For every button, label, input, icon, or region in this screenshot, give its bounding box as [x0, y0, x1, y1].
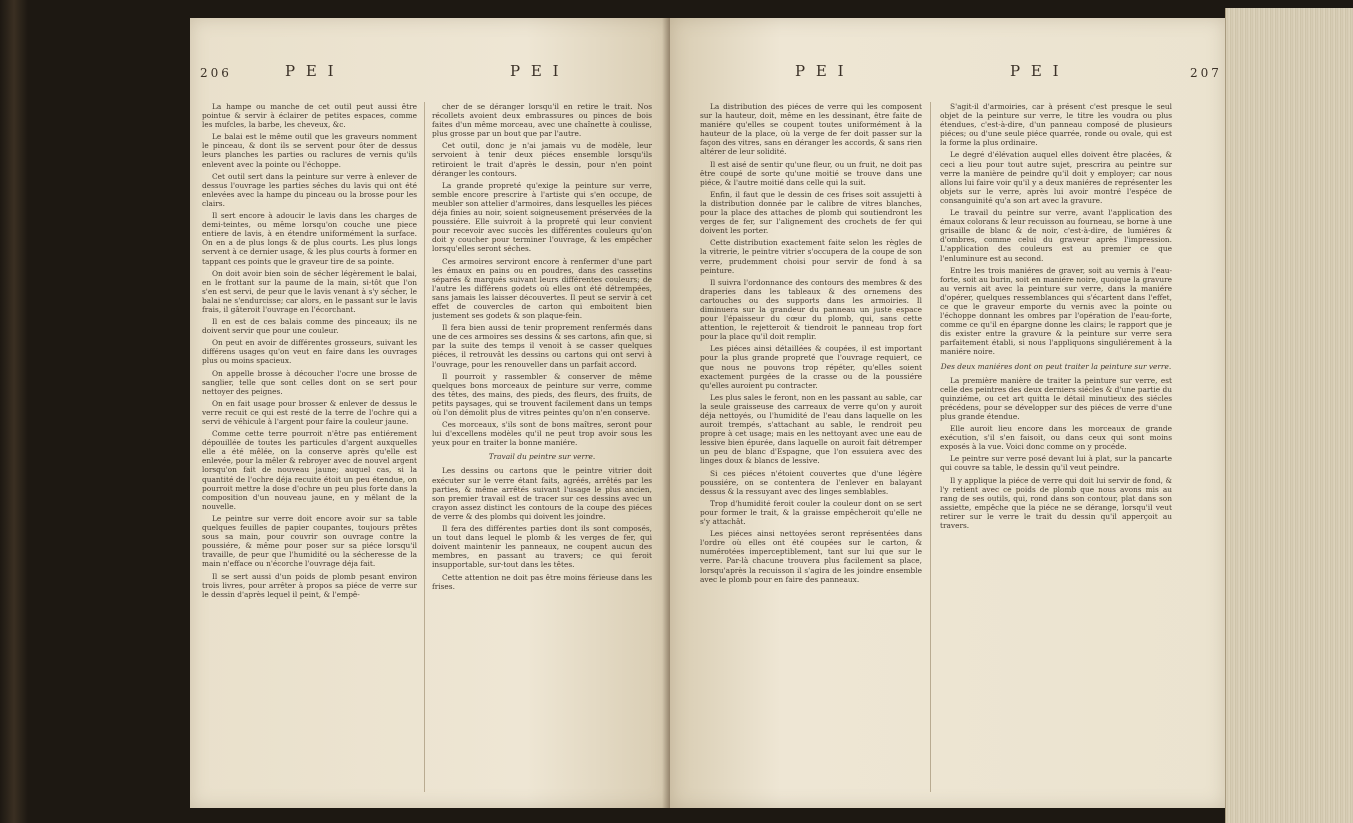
paragraph: Entre les trois maniéres de graver, soit au vernis à l'eau-forte, soit au burin, soit en maniére noire, quoique la gravure au vernis ait avec la peinture sur verre, dans la maniére d'opérer, quelques ressemblances qui s'écartent dans l'effet, ce que le graveur emporte du vernis avec la pointe ou l'échoppe donnant les ombres par l'opération de l'eau-forte, comme ce qu'il en épargne donne les clairs; le rapport que je dis exister entre la gravure & la peinture sur verre sera parfaitement établi, si nous l'appliquons singuliérement à la maniére noire.	[940, 265, 1172, 357]
paragraph: Si ces piéces n'étoient couvertes que d'une légère poussiére, on se contentera de l'enlever en balayant dessus & la ressuyant avec des linges semblables.	[700, 468, 922, 496]
paragraph: Il y applique la piéce de verre qui doit lui servir de fond, & l'y retient avec ce poids de plomb que nous avons mis au rang de ses outils, qui, rond dans son contour, plat dans son assiette, empêche que la piéce ne se dérange, lorsqu'il veut retirer sur le verre le trait du dessin qu'il apperçoit au travers.	[940, 475, 1172, 531]
right-page-column-2	[940, 102, 1172, 802]
paragraph: La distribution des piéces de verre qui les composent sur la hauteur, doit, même en les dessinant, être faite de maniére qu'elles se coupent toutes uniformément à la hauteur de la place, où la verge de fer doit passer sur la façon des vitres, sans en déranger les accords, & sans rien altérer de leur solidité.	[700, 102, 922, 157]
paragraph: Il fera bien aussi de tenir proprement renfermés dans une de ces armoires ses dessins & ses cartons, afin que, si par la suite des temps il venoit à se casser quelques piéces, il retrouvât les dessins ou cartons qui ont servi à l'ouvrage, pour les renouveller dans un parfait accord.	[432, 323, 652, 369]
left-page-column-1	[202, 102, 417, 802]
paragraph: Il en est de ces balais comme des pinceaux; ils ne doivent servir que pour une couleur.	[202, 317, 417, 336]
paragraph: Ces armoires serviront encore à renfermer d'une part les émaux en pains ou en poudres, dans des cassetins séparés & marqués suivant leurs différentes couleurs; de l'autre les différens godets où elles ont été détrempées, sans jamais les laisser découvertes. Il peut se servir à cet effet de couvercles de carton qui emboitent bien justement ses godets & son plaque-fein.	[432, 256, 652, 321]
right-running-head-2: P E I	[1010, 62, 1062, 80]
paragraph: Les plus sales le feront, non en les passant au sable, car la seule graisseuse des carreaux de verre qu'on y auroit déja nettoyés, ou l'humidité de l'eau dans laquelle on les auroit trempés, s'attachant au sable, le rendroit peu propre à cet usage; mais en les nettoyant avec une eau de lessive bien épurée, dans laquelle on auroit fait détremper un peu de blanc d'Espagne, que l'on essuiera avec des linges doux & blancs de lessive.	[700, 392, 922, 466]
paragraph: Il suivra l'ordonnance des contours des membres & des draperies dans les tableaux & des ornemens des cartouches ou des supports dans les armoiries. Il diminuera sur la grandeur du panneau un juste espace pour l'épaisseur du cœur du plomb, qui, sans cette attention, le rejetteroit & tiendroit le panneau trop fort pour la place qu'il doit remplir.	[700, 277, 922, 342]
paragraph: Il fera des différentes parties dont ils sont composés, un tout dans lequel le plomb & les verges de fer, qui doivent maintenir les panneaux, ne coupent aucun des membres, en passant au travers; ce qui feroit insupportable, sur-tout dans les têtes.	[432, 524, 652, 570]
column-rule	[930, 102, 931, 792]
paragraph: La grande propreté qu'exige la peinture sur verre, semble encore prescrire à l'artiste qui s'en occupe, de meubler son attelier d'armoires, dans lesquelles les piéces déja finies au noir, soient soigneusement préservées de la poussiére. Elle suivroit à la propreté qui leur convient pour recevoir avec succès les différentes couleurs qu'on doit y coucher pour terminer l'ouvrage, & les empêcher lorsqu'elles seront séches.	[432, 180, 652, 254]
left-running-head-1: P E I	[285, 62, 337, 80]
paragraph: Cette distribution exactement faite selon les règles de la vitrerie, le peintre vitrier s'occupera de la coupe de son verre, prudemment choisi pour servir de fond à sa peinture.	[700, 238, 922, 275]
left-folio: 206	[200, 66, 232, 80]
paragraph: On en fait usage pour brosser & enlever de dessus le verre recuit ce qui est resté de la terre de l'ochre qui a servi de véhicule à l'argent pour faire la couleur jaune.	[202, 398, 417, 426]
paragraph: S'agit-il d'armoiries, car à présent c'est presque le seul objet de la peinture sur verre, le titre les voudra ou plus étendues, c'est-à-dire, d'un panneau composé de plusieurs piéces; ou d'une seule piéce quarrée, ronde ou ovale, qui est la forme la plus ordinaire.	[940, 102, 1172, 148]
paragraph: Il est aisé de sentir qu'une fleur, ou un fruit, ne doit pas être coupé de sorte qu'une moitié se trouve dans une piéce, & l'autre moitié dans celle qui la suit.	[700, 159, 922, 187]
left-page-header	[190, 62, 670, 88]
paragraph: Le degré d'élévation auquel elles doivent être placées, & ceci a lieu pour tout autre sujet, prescrira au peintre sur verre la manière de peindre qu'il doit y employer; car nous allons lui faire voir qu'il y a deux maniéres de représenter les objets sur le verre, après lui avoir montré l'espéce de consanguinité qu'a son art avec la gravure.	[940, 150, 1172, 205]
paragraph: On doit avoir bien soin de sécher légèrement le balai, en le frottant sur la paume de la main, si-tôt que l'on s'en est servi, de peur que le lavis venant à s'y sécher, le balai ne s'endurcisse; car alors, en le passant sur le lavis frais, il gâteroit l'ouvrage en l'écorchant.	[202, 268, 417, 314]
paragraph: Elle auroit lieu encore dans les morceaux de grande exécution, s'il s'en faisoit, ou dans ceux qui sont moins exposés à la vue. Voici donc comme on y procéde.	[940, 424, 1172, 452]
right-page	[670, 18, 1225, 808]
paragraph: cher de se déranger lorsqu'il en retire le trait. Nos récollets avoient deux embrassures ou pinces de bois faites d'un même morceau, avec une chaînette à coulisse, plus grosse par un bout que par l'autre.	[432, 102, 652, 139]
paragraph: Le peintre sur verre doit encore avoir sur sa table quelques feuilles de papier coupantes, toujours prêtes sous sa main, pour couvrir son ouvrage contre la poussiére, & même pour poser sur sa piéce lorsqu'il travaille, de peur que l'humidité ou la sécheresse de la main n'efface ou n'écorche l'ouvrage déja fait.	[202, 513, 417, 569]
paragraph: Les piéces ainsi détaillées & coupées, il est important pour la plus grande propreté que l'ouvrage requiert, ce que nous ne pouvons trop répéter, qu'elles soient exactement purgées de la crasse ou de la poussiére qu'elles auroient pu contracter.	[700, 344, 922, 390]
left-page	[190, 18, 670, 808]
paragraph: Le peintre sur verre posé devant lui à plat, sur la pancarte qui couvre sa table, le dessin qu'il veut peindre.	[940, 454, 1172, 473]
paragraph: On appelle brosse à découcher l'ocre une brosse de sanglier, telle que sont celles dont on se sert pour nettoyer des peignes.	[202, 368, 417, 396]
paragraph: Trop d'humidité feroit couler la couleur dont on se sert pour former le trait, & la graisse empêcheroit qu'elle ne s'y attachât.	[700, 498, 922, 527]
paragraph: Enfin, il faut que le dessin de ces frises soit assujetti à la distribution donnée par le calibre de vitres blanches, pour la place des attaches de plomb qui soutiendront les verges de fer, sur l'alignement des crochets de fer qui doivent les porter.	[700, 189, 922, 236]
paragraph: La hampe ou manche de cet outil peut aussi être pointue & servir à éclairer de petites espaces, comme les mufcles, la barbe, les cheveux, &c.	[202, 102, 417, 130]
page-edges	[1225, 8, 1353, 823]
section-title: Des deux maniéres dont on peut traiter la peinture sur verre.	[940, 361, 1172, 371]
paragraph: Les piéces ainsi nettoyées seront représentées dans l'ordre où elles ont été coupées sur le carton, & numérotées imperceptiblement, tant sur lui que sur le verre. Par-là chacune trouvera plus facilement sa place, lorsqu'après la recuisson il s'agira de les joindre ensemble avec le plomb pour en faire des panneaux.	[700, 529, 922, 584]
right-page-header	[670, 62, 1225, 88]
right-page-column-1	[700, 102, 922, 802]
section-title: Travail du peintre sur verre.	[488, 452, 596, 462]
paragraph: Cet outil sert dans la peinture sur verre à enlever de dessus l'ouvrage les parties séches du lavis qui ont été enlevées avec la hampe du pinceau ou la brosse pour les clairs.	[202, 171, 417, 208]
paragraph: Le travail du peintre sur verre, avant l'application des émaux colorans & leur recuisson au fourneau, se borne à une grisaille de blanc & de noir, c'est-à-dire, de lumiéres & d'ombres, comme celui du graveur après l'impression. L'application des couleurs est au premier ce que l'enluminure est au second.	[940, 208, 1172, 263]
paragraph: Cette attention ne doit pas être moins férieuse dans les frises.	[432, 572, 652, 591]
paragraph: Il se sert aussi d'un poids de plomb pesant environ trois livres, pour arrêter à propos sa piéce de verre sur le dessin d'après lequel il peint, & l'empê-	[202, 571, 417, 599]
paragraph: La première manière de traiter la peinture sur verre, est celle des peintres des deux derniers siécles & d'une partie du quinziéme, ou cet art quitta le détail minutieux des siécles précédens, pour se développer sur des piéces de verre d'une plus grande étendue.	[940, 375, 1172, 421]
left-running-head-2: P E I	[510, 62, 562, 80]
paragraph: Les dessins ou cartons que le peintre vitrier doit exécuter sur le verre étant faits, agréés, arrêtés par les parties, & même arrêtés suivant l'usage le plus ancien, son premier travail est de tracer sur ces dessins avec un crayon assez distinct les contours de la coupe des piéces de verre & des plombs qui doivent les joindre.	[432, 466, 652, 521]
right-folio: 207	[1190, 66, 1222, 80]
paragraph: Le balai est le même outil que les graveurs nomment le pinceau, & dont ils se servent pour ôter de dessus leurs planches les parties ou raclures de vernis qu'ils enlevent avec la pointe ou l'échoppe.	[202, 132, 417, 169]
paragraph: Il pourroit y rassembler & conserver de même quelques bons morceaux de peinture sur verre, comme des têtes, des mains, des pieds, des fleurs, des fruits, de petits paysages, qui se trouvent facilement dans un temps où l'on démolit plus de vitres peintes qu'on n'en conserve.	[432, 371, 652, 417]
right-running-head-1: P E I	[795, 62, 847, 80]
column-rule	[424, 102, 425, 792]
left-page-column-2	[432, 102, 652, 802]
paragraph: Comme cette terre pourroit n'être pas entiérement dépouillée de toutes les particules d'argent auxquelles elle a été mêlée, on la conserve après qu'elle est enlevée, pour la mêler & rebroyer avec de nouvel argent lorsqu'on fait de nouveau jaune; auquel cas, si la quantité de l'ochre déja recuite étoit un peu étendue, on pourroit mettre la dose d'ochre un peu plus forte dans la composition d'un nouveau jaune, en y mêlant de la nouvelle.	[202, 429, 417, 511]
paragraph: Cet outil, donc je n'ai jamais vu de modèle, leur servoient à tenir deux piéces ensemble lorsqu'ils retiroient le trait d'après le dessin, pour n'en point déranger les contours.	[432, 141, 652, 178]
paragraph: On peut en avoir de différentes grosseurs, suivant les différens usages qu'on veut en faire dans les ouvrages plus ou moins spacieux.	[202, 338, 417, 366]
paragraph: Ces morceaux, s'ils sont de bons maîtres, seront pour lui d'excellens modèles qu'il ne peut trop avoir sous les yeux pour en traiter la bonne maniére.	[432, 420, 652, 448]
paragraph: Il sert encore à adoucir le lavis dans les charges de demi-teintes, ou même lorsqu'on couche une piece entiere de lavis, à en étendre uniformément la surface. On en a de plus longs & de plus courts. Les plus longs servent à ce dernier usage, & les plus courts à former en tappant ces points que le graveur tire de sa pointe.	[202, 211, 417, 266]
